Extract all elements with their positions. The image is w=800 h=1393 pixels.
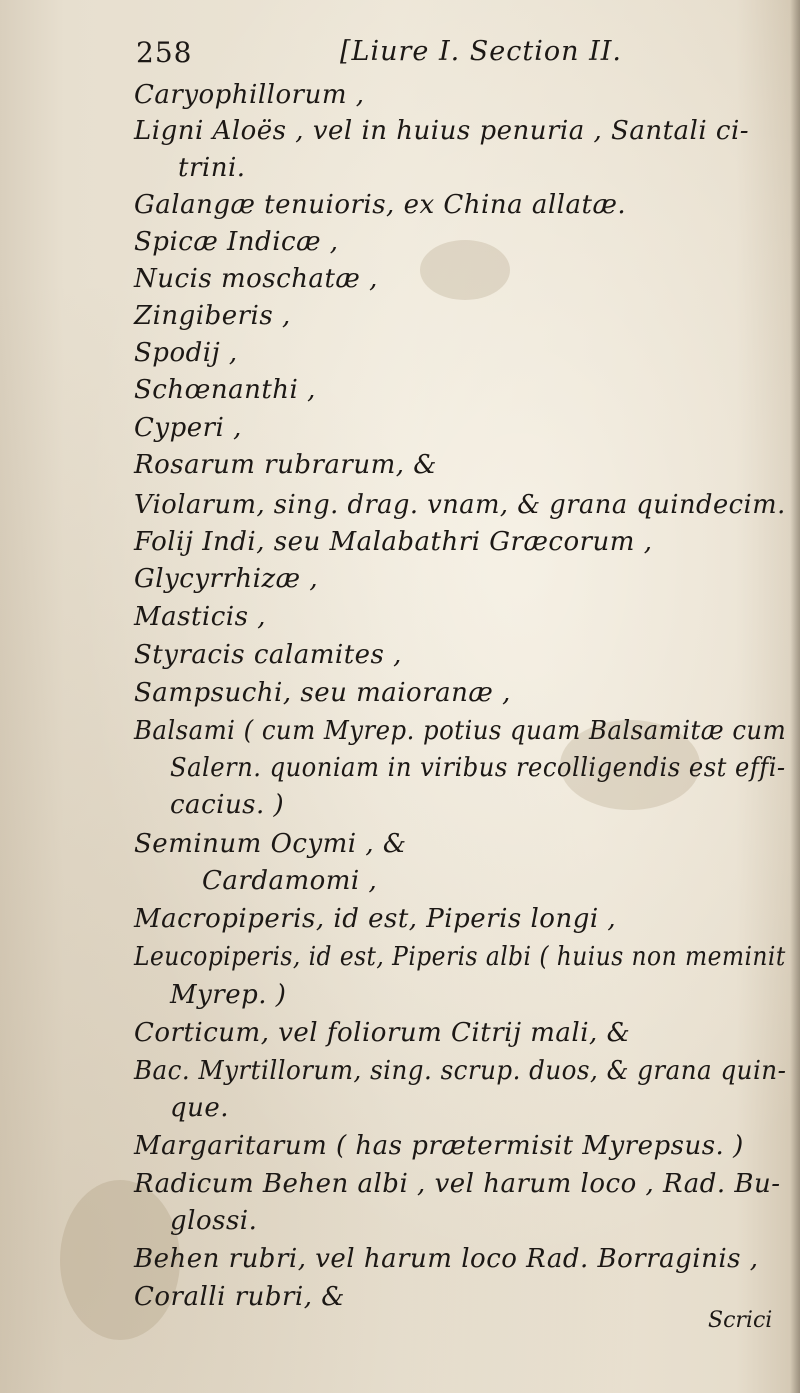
text-line: Salern. quoniam in viribus recolligendis est effi-: [170, 753, 786, 783]
catchword: Scrici: [708, 1308, 773, 1333]
text-line: Galangæ tenuioris, ex China allatæ.: [134, 190, 627, 220]
text-line: Macropiperis, id est, Piperis longi ,: [134, 904, 617, 934]
text-line: Glycyrrhizæ ,: [134, 564, 319, 594]
page-header: [0, 30, 800, 76]
text-line: Radicum Behen albi , vel harum loco , Rad. Bu-: [134, 1169, 781, 1199]
text-line: Folij Indi, seu Malabathri Græcorum ,: [134, 527, 653, 557]
text-line: cacius. ): [170, 790, 285, 820]
text-line: Margaritarum ( has prætermisit Myrepsus. ): [134, 1131, 744, 1161]
text-line: Myrep. ): [170, 980, 287, 1010]
text-line: Cardamomi ,: [202, 866, 378, 896]
text-line: Masticis ,: [134, 602, 266, 632]
running-head: [Liure I. Section II.: [340, 36, 623, 67]
text-line: Ligni Aloës , vel in huius penuria , Santali ci-: [134, 116, 750, 146]
text-line: Schœnanthi ,: [134, 375, 316, 405]
text-line: Nucis moschatæ ,: [134, 264, 378, 294]
text-line: Spicæ Indicæ ,: [134, 227, 339, 257]
text-line: Sampsuchi, seu maioranæ ,: [134, 678, 511, 708]
text-line: Zingiberis ,: [134, 301, 291, 331]
text-line: Seminum Ocymi , &: [134, 829, 407, 859]
text-line: Balsami ( cum Myrep. potius quam Balsamitæ cum: [134, 716, 787, 746]
page-edge-shadow: [790, 0, 800, 1393]
text-line: Caryophillorum ,: [134, 80, 365, 110]
text-line: Cyperi ,: [134, 413, 242, 443]
text-line: trini.: [178, 153, 246, 183]
text-line: glossi.: [170, 1206, 258, 1236]
text-line: Corticum, vel foliorum Citrij mali, &: [134, 1018, 631, 1048]
paper-stain: [420, 240, 510, 300]
text-line: Leucopiperis, id est, Piperis albi ( huius non meminit: [134, 942, 786, 972]
text-line: Behen rubri, vel harum loco Rad. Borraginis ,: [134, 1244, 759, 1274]
text-line: Spodij ,: [134, 338, 238, 368]
text-line: Coralli rubri, &: [134, 1282, 345, 1312]
text-line: que.: [170, 1093, 230, 1123]
text-line: Rosarum rubrarum, &: [134, 450, 437, 480]
text-line: Styracis calamites ,: [134, 640, 402, 670]
page-number: 258: [136, 36, 193, 69]
text-line: Bac. Myrtillorum, sing. scrup. duos, & grana quin-: [134, 1056, 787, 1086]
text-line: Violarum, sing. drag. vnam, & grana quindecim.: [134, 490, 786, 520]
